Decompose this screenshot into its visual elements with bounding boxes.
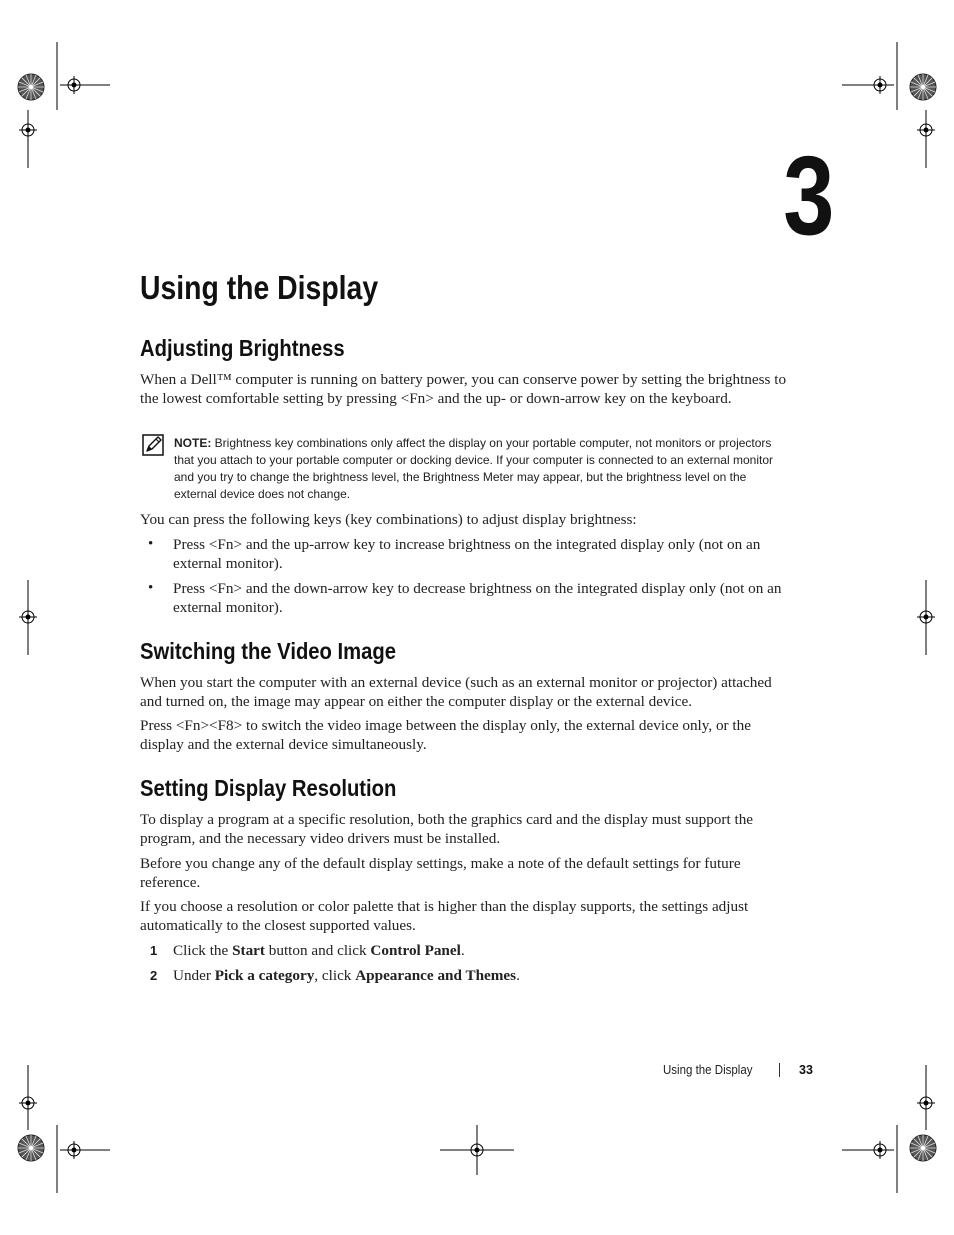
note-text: Brightness key combinations only affect the display on your portable computer, not monitors or projectors that you attach to your portable computer or docking device. If your computer is connected to an external monitor and you try to change the brightness level, the Brightness Meter may appear, but the brightness level on the external device does not change. bbox=[174, 436, 773, 501]
step-text: button and click bbox=[264, 942, 371, 959]
ui-term-appearance-themes: Appearance and Themes bbox=[355, 967, 517, 984]
bullet-marker: • bbox=[148, 580, 154, 596]
note-pencil-icon bbox=[142, 434, 164, 456]
section-heading-resolution: Setting Display Resolution bbox=[140, 775, 397, 801]
brightness-keys-intro: You can press the following keys (key combinations) to adjust display brightness: bbox=[140, 511, 637, 528]
resolution-paragraph-2: Before you change any of the default display settings, make a note of the default settings for future reference. bbox=[140, 855, 741, 891]
note-brightness bbox=[174, 435, 786, 503]
bullet-item-increase: Press <Fn> and the up-arrow key to increase brightness on the integrated display only (not on an external monitor). bbox=[173, 536, 761, 572]
bullet-marker: • bbox=[148, 536, 154, 552]
resolution-paragraph-3: If you choose a resolution or color palette that is higher than the display supports, the settings adjust automatically to the closest supported values. bbox=[140, 898, 749, 934]
video-paragraph-1: When you start the computer with an external device (such as an external monitor or projector) attached and turned on, the image may appear on either the computer display or the external device. bbox=[140, 674, 772, 710]
step-item-category bbox=[173, 966, 788, 985]
step-text: Under bbox=[173, 967, 215, 984]
step-text: , click bbox=[314, 967, 356, 984]
bullet-item-decrease: Press <Fn> and the down-arrow key to decrease brightness on the integrated display only (not on an external monitor). bbox=[173, 580, 782, 616]
section-heading-video: Switching the Video Image bbox=[140, 638, 397, 664]
section-heading-brightness: Adjusting Brightness bbox=[140, 335, 345, 361]
chapter-title: Using the Display bbox=[140, 269, 379, 306]
resolution-paragraph-1: To display a program at a specific resolution, both the graphics card and the display must support the program, and the necessary video drivers must be installed. bbox=[140, 811, 754, 847]
video-paragraph-2: Press <Fn><F8> to switch the video image between the display only, the external device only, or the display and the external device simultaneously. bbox=[140, 717, 751, 753]
ui-term-control-panel: Control Panel bbox=[370, 942, 461, 959]
step-text: . bbox=[460, 942, 465, 959]
note-label: NOTE: bbox=[174, 436, 212, 450]
ui-term-pick-category: Pick a category bbox=[214, 967, 315, 984]
page-number: 33 bbox=[799, 1063, 813, 1077]
step-number: 1 bbox=[150, 943, 158, 958]
ui-term-start: Start bbox=[232, 942, 265, 959]
footer-separator bbox=[779, 1063, 780, 1077]
step-text: . bbox=[516, 967, 520, 984]
brightness-intro: When a Dell™ computer is running on battery power, you can conserve power by setting the brightness to the lowest comfortable setting by pressing <Fn> and the up- or down-arrow key on the keyboard. bbox=[140, 371, 787, 407]
step-item-start bbox=[173, 941, 788, 960]
footer-running-title: Using the Display bbox=[663, 1063, 753, 1077]
step-text: Click the bbox=[173, 942, 233, 959]
step-number: 2 bbox=[150, 968, 158, 983]
chapter-number: 3 bbox=[782, 133, 834, 258]
